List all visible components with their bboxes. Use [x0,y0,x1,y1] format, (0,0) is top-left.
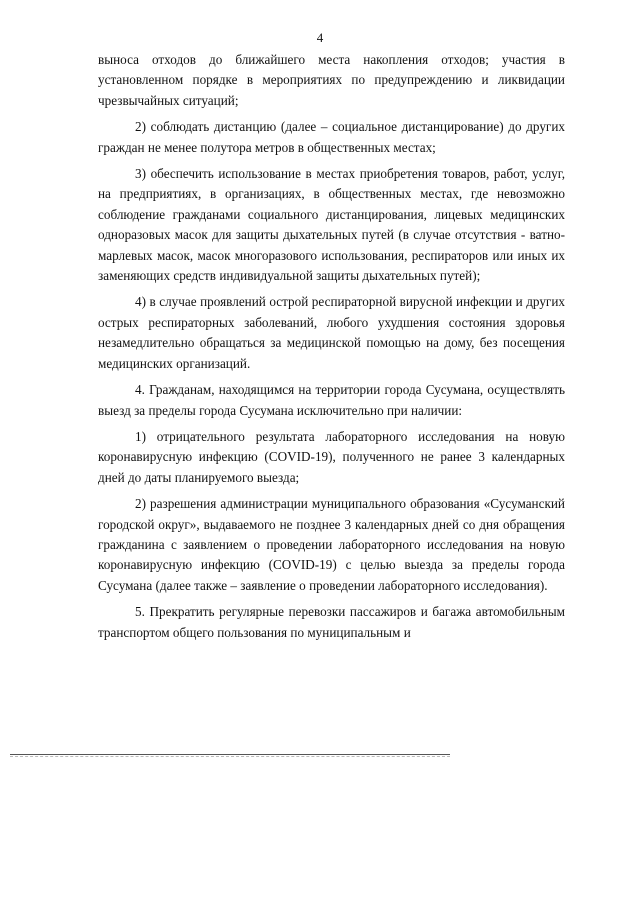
paragraph-continuation: выноса отходов до ближайшего места накопления отходов; участия в установленном порядке в мероприятиях по предупреждению и ликвидации чрезвычайных ситуаций; [98,52,565,108]
paragraph-item-4: 4) в случае проявлений острой респираторной вирусной инфекции и других острых респираторных заболеваний, любого ухудшения состояния здоровья незамедлительно обращаться за медицинской помощью на дому, без посещения медицинских организаций. [98,294,565,371]
paragraph-section-5: 5. Прекратить регулярные перевозки пассажиров и багажа автомобильным транспортом общего пользования по муниципальным и [98,604,565,640]
document-body [98,50,565,643]
page-number: 4 [316,30,324,45]
paragraph-item-2: 2) соблюдать дистанцию (далее – социальное дистанцирование) до других граждан не менее полутора метров в общественных местах; [98,119,565,155]
paragraph-section-4: 4. Гражданам, находящимся на территории города Сусумана, осуществлять выезд за пределы города Сусумана исключительно при наличии: [98,382,565,418]
paragraph-item-3: 3) обеспечить использование в местах приобретения товаров, работ, услуг, на предприятиях, в организациях, в общественных местах, где невозможно соблюдение гражданами социального дистанцирования, лицевых медицинских одноразовых масок для защиты дыхательных путей (в случае отсутствия - ватно-марлевых масок, масок многоразового использования, респираторов или иных их заменяющих средств индивидуальной защиты дыхательных путей); [98,166,565,284]
paragraph-subitem-1: 1) отрицательного результата лабораторного исследования на новую коронавирусную инфекцию (COVID-19), полученного не ранее 3 календарных дней до даты планируемого выезда; [98,428,565,485]
paragraph-subitem-2: 2) разрешения администрации муниципального образования «Сусуманский городской округ», выдаваемого не позднее 3 календарных дней со дня обращения гражданина с заявлением о проведении лабораторного исследования на новую коронавирусную инфекцию (COVID-19) с целью выезда за пределы города Сусумана (далее также – заявление о проведении лабораторного исследования). [98,496,565,593]
footnote-divider [10,754,450,755]
